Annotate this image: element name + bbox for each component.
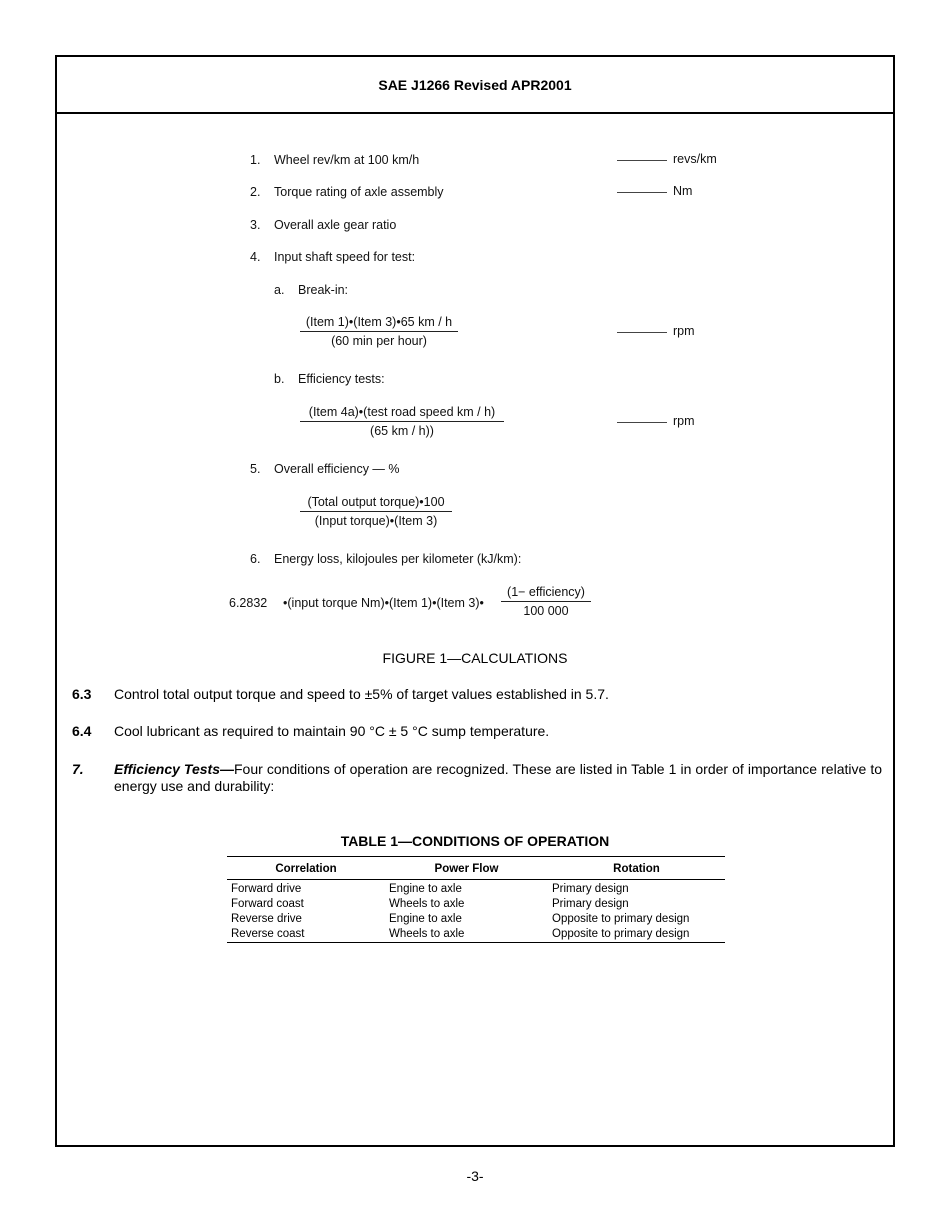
- table-cell: Engine to axle: [389, 913, 462, 925]
- section-6-4-text: Cool lubricant as required to maintain 90 °C ± 5 °C sump temperature.: [114, 723, 550, 739]
- table-cell: Wheels to axle: [389, 928, 465, 940]
- table-row: [227, 880, 725, 898]
- item-5-formula: [300, 495, 452, 528]
- table-header-rotation: Rotation: [548, 857, 725, 880]
- item-3-label: Overall axle gear ratio: [274, 218, 397, 232]
- item-4b-numerator: (Item 4a)•(test road speed km / h): [300, 405, 504, 422]
- table-cell: Forward coast: [231, 898, 304, 910]
- page-number: -3-: [466, 1168, 484, 1184]
- page-frame: [55, 55, 895, 1147]
- item-6-number: 6.: [250, 552, 261, 566]
- table-cell: Primary design: [552, 883, 629, 895]
- item-4-label: Input shaft speed for test:: [274, 250, 416, 264]
- item-4a-answer: [617, 324, 695, 338]
- item-5-denominator: (Input torque)•(Item 3): [314, 514, 438, 528]
- item-2-unit: Nm: [673, 184, 693, 198]
- table-row: [227, 927, 725, 943]
- item-2-blank: [617, 192, 667, 193]
- item-5-label: Overall efficiency — %: [274, 462, 400, 476]
- section-7-text: Four conditions of operation are recognized. These are listed in Table 1 in order of importance relative to energy use and durability:: [114, 761, 882, 794]
- section-6-3: [72, 686, 872, 704]
- table-row: [227, 912, 725, 927]
- table-cell: Forward drive: [231, 883, 302, 895]
- table-cell: Engine to axle: [389, 883, 462, 895]
- item-4a-formula: [300, 315, 458, 348]
- table-cell: Reverse coast: [231, 928, 305, 940]
- item-4b-answer: [617, 414, 695, 428]
- table-cell: Reverse drive: [231, 913, 302, 925]
- section-6-4-number: 6.4: [72, 723, 92, 739]
- section-6-4: [72, 723, 872, 741]
- item-1-unit: revs/km: [673, 152, 717, 166]
- item-4b-denominator: (65 km / h)): [370, 424, 434, 438]
- item-4a-label: Break-in:: [298, 283, 349, 297]
- section-7-paragraph: [114, 761, 882, 795]
- item-4a-numerator: (Item 1)•(Item 3)•65 km / h: [300, 315, 458, 332]
- item-4b-label: Efficiency tests:: [298, 372, 385, 386]
- item-6-label: Energy loss, kilojoules per kilometer (kJ/km):: [274, 552, 522, 566]
- section-6-3-text: Control total output torque and speed to ±5% of target values established in 5.7.: [114, 686, 609, 702]
- table-header-power-flow: Power Flow: [385, 857, 548, 880]
- item-1-number: 1.: [250, 153, 261, 167]
- item-4a-letter: a.: [274, 283, 285, 297]
- conditions-table: [227, 856, 725, 943]
- item-4a-blank: [617, 332, 667, 333]
- table-row: [227, 897, 725, 912]
- item-1-label: Wheel rev/km at 100 km/h: [274, 153, 420, 167]
- figure-caption: FIGURE 1—CALCULATIONS: [382, 650, 568, 666]
- item-6-expression: •(input torque Nm)•(Item 1)•(Item 3)•: [283, 596, 484, 610]
- table-cell: Wheels to axle: [389, 898, 465, 910]
- table-1-title: TABLE 1—CONDITIONS OF OPERATION: [340, 833, 610, 849]
- item-4b-formula: [300, 405, 504, 438]
- table-cell: Opposite to primary design: [552, 928, 690, 940]
- item-6-numerator: (1− efficiency): [501, 585, 591, 602]
- item-4a-unit: rpm: [673, 324, 695, 338]
- item-3-number: 3.: [250, 218, 261, 232]
- item-4b-unit: rpm: [673, 414, 695, 428]
- item-2-answer: [617, 184, 692, 198]
- item-2-label: Torque rating of axle assembly: [274, 185, 444, 199]
- item-4a-denominator: (60 min per hour): [331, 334, 427, 348]
- section-7-number: 7.: [72, 761, 84, 777]
- document-header: [57, 57, 893, 114]
- document-title: SAE J1266 Revised APR2001: [378, 76, 572, 93]
- section-7-title: Efficiency Tests—: [114, 761, 234, 777]
- item-1-blank: [617, 160, 667, 161]
- item-1-answer: [617, 152, 717, 166]
- section-6-3-number: 6.3: [72, 686, 92, 702]
- item-5-number: 5.: [250, 462, 261, 476]
- table-cell: Primary design: [552, 898, 629, 910]
- item-2-number: 2.: [250, 185, 261, 199]
- item-4b-letter: b.: [274, 372, 285, 386]
- item-5-numerator: (Total output torque)•100: [300, 495, 452, 512]
- table-header-row: [227, 857, 725, 880]
- table-cell: Opposite to primary design: [552, 913, 690, 925]
- table-header-correlation: Correlation: [227, 857, 385, 880]
- section-7: [72, 761, 882, 797]
- item-6-denominator: 100 000: [523, 604, 569, 618]
- item-4b-blank: [617, 422, 667, 423]
- item-6-fraction: [501, 585, 591, 618]
- item-4-number: 4.: [250, 250, 261, 264]
- item-6-constant: 6.2832: [229, 596, 268, 610]
